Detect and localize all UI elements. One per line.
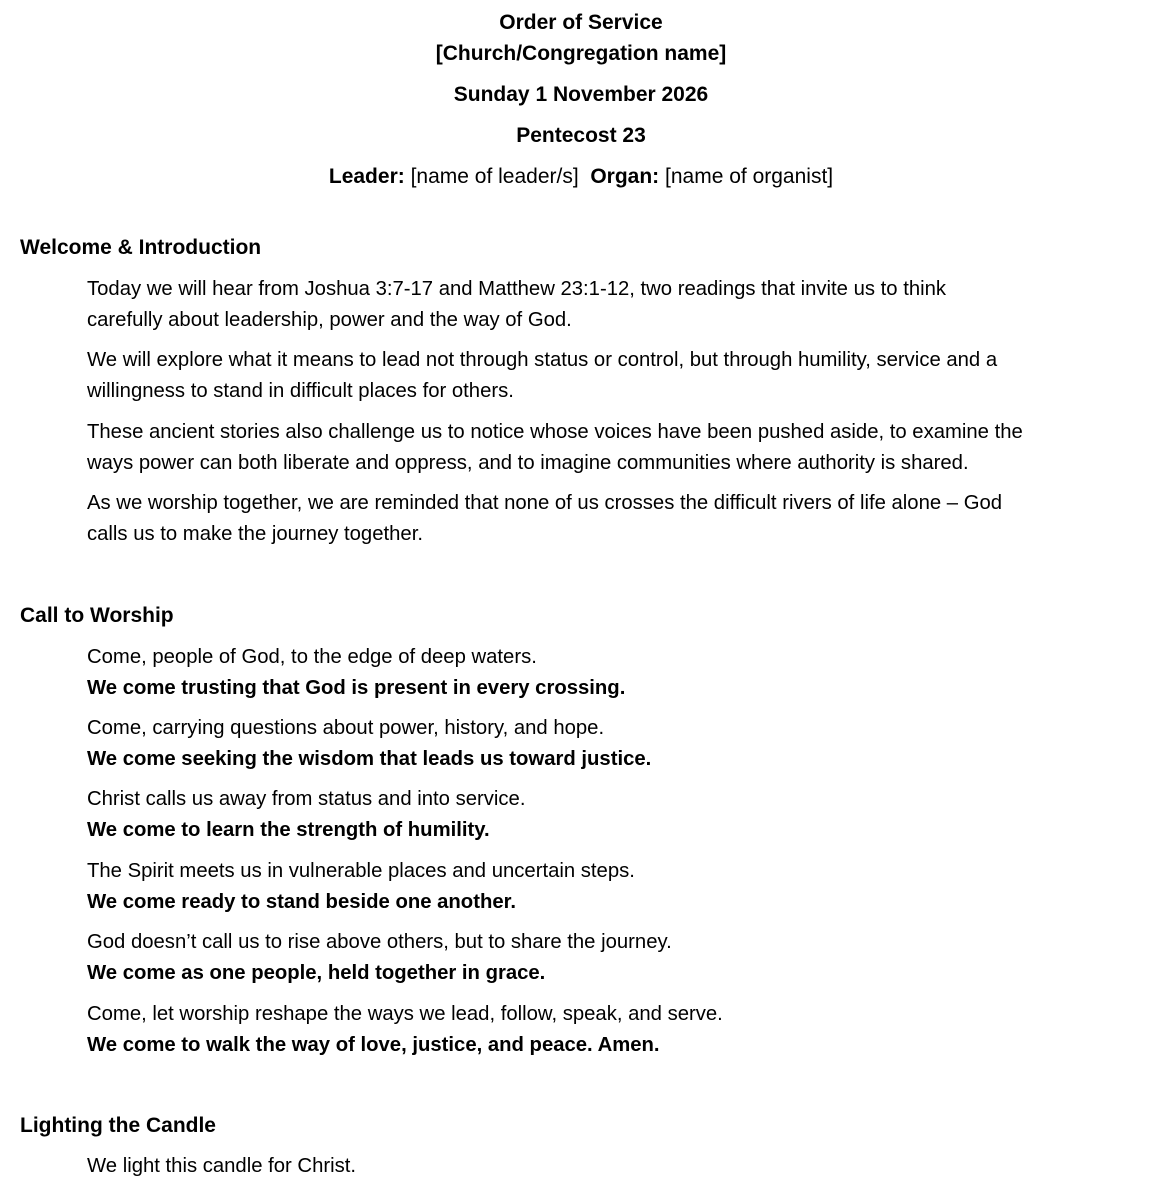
welcome-line: Today we will hear from Joshua 3:7-17 and Matthew 23:1-12, two readings that invite us to think: [87, 278, 947, 300]
welcome-line: As we worship together, we are reminded that none of us crosses the difficult rivers of life alone – God: [87, 492, 1003, 514]
lighting-candle-heading: Lighting the Candle: [20, 1114, 216, 1137]
leader-line: Come, people of God, to the edge of deep waters.: [87, 646, 537, 668]
organ-label: Organ:: [590, 165, 660, 188]
leader-value: [name of leader/s]: [410, 165, 579, 188]
welcome-line: We will explore what it means to lead not through status or control, but through humility, service and a: [87, 349, 998, 371]
call-response-pair: [87, 784, 1157, 846]
candle-line: We light this candle for Christ.: [87, 1155, 357, 1177]
people-response: We come trusting that God is present in every crossing.: [87, 677, 626, 699]
document-title: Order of Service: [499, 11, 663, 34]
welcome-line: calls us to make the journey together.: [87, 523, 423, 545]
leader-label: Leader:: [328, 165, 405, 188]
call-response-pair: [87, 713, 1157, 775]
leader-line: The Spirit meets us in vulnerable places and uncertain steps.: [87, 860, 635, 882]
people-response: We come to learn the strength of humility.: [87, 819, 490, 841]
welcome-paragraph: [87, 274, 1157, 336]
leader-line: God doesn’t call us to rise above others, but to share the journey.: [87, 931, 672, 953]
church-name: [Church/Congregation name]: [435, 42, 727, 65]
candle-paragraph: [87, 1151, 1157, 1182]
call-response-pair: [87, 999, 1157, 1061]
call-to-worship-heading: Call to Worship: [20, 604, 174, 627]
people-response: We come seeking the wisdom that leads us toward justice.: [87, 748, 652, 770]
welcome-paragraph: [87, 488, 1157, 550]
people-response: We come as one people, held together in grace.: [87, 962, 546, 984]
welcome-line: These ancient stories also challenge us to notice whose voices have been pushed aside, to examine the: [87, 421, 1023, 443]
liturgical-season: Pentecost 23: [516, 124, 646, 147]
welcome-line: willingness to stand in difficult places for others.: [87, 380, 514, 402]
call-response-pair: [87, 856, 1157, 918]
leader-line: Come, carrying questions about power, history, and hope.: [87, 717, 605, 739]
welcome-line: carefully about leadership, power and the way of God.: [87, 309, 572, 331]
welcome-heading: Welcome & Introduction: [20, 236, 262, 259]
leader-organ-line: [0, 162, 1162, 192]
organ-value: [name of organist]: [665, 165, 834, 188]
leader-line: Come, let worship reshape the ways we lead, follow, speak, and serve.: [87, 1003, 723, 1025]
welcome-line: ways power can both liberate and oppress, and to imagine communities where authority is shared.: [87, 452, 969, 474]
service-date: Sunday 1 November 2026: [453, 83, 709, 106]
people-response: We come to walk the way of love, justice, and peace. Amen.: [87, 1034, 660, 1056]
call-response-pair: [87, 927, 1157, 989]
call-response-pair: [87, 642, 1157, 704]
leader-line: Christ calls us away from status and into service.: [87, 788, 526, 810]
welcome-paragraph: [87, 417, 1157, 479]
people-response: We come ready to stand beside one another.: [87, 891, 517, 913]
welcome-paragraph: [87, 345, 1157, 407]
